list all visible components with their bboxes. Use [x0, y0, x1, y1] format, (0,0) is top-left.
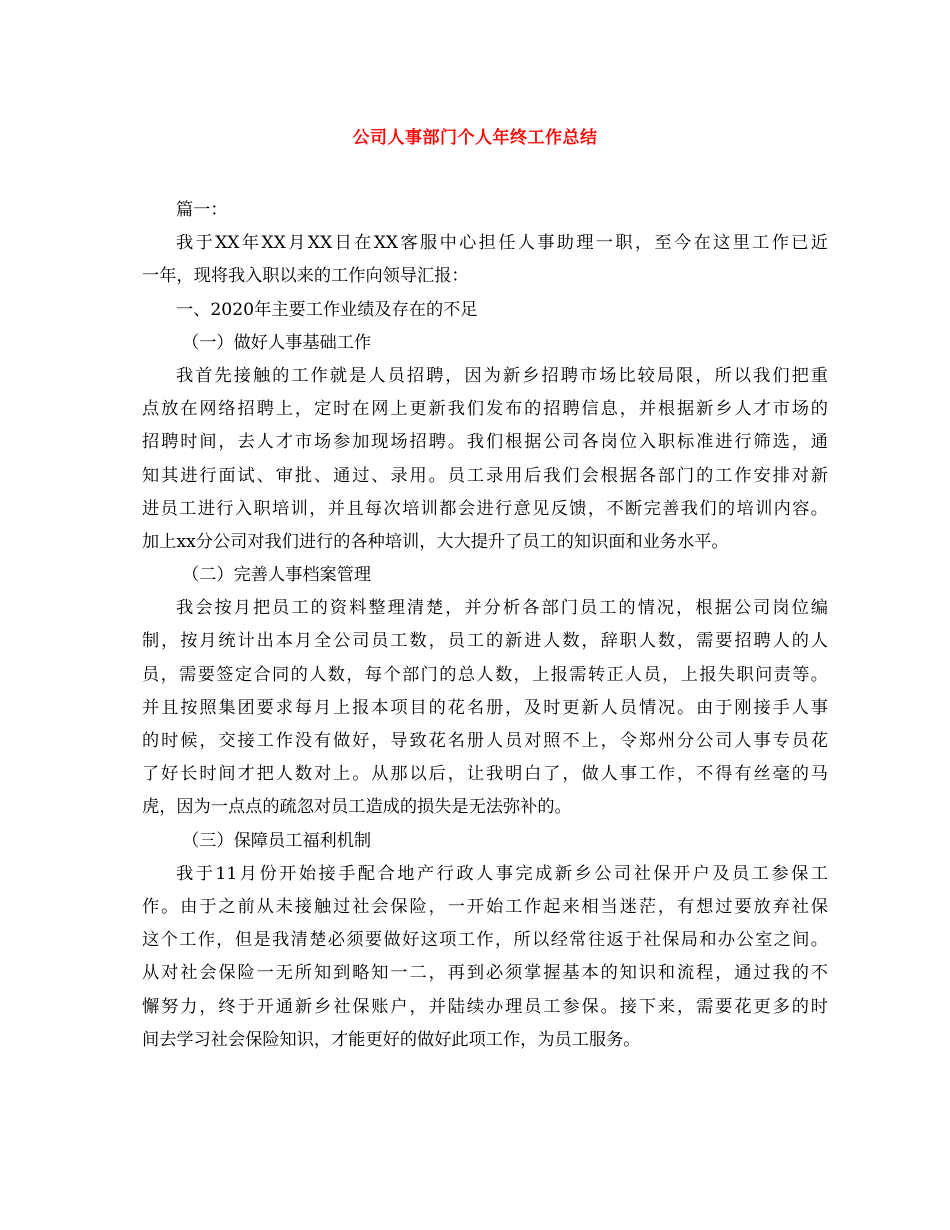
paragraph-line: 制，按月统计出本月全公司员工数，员工的新进人数，辞职人数，需要招聘人的人	[142, 631, 828, 652]
paragraph-line: 我会按月把员工的资料整理清楚，并分析各部门员工的情况，根据公司岗位编	[176, 598, 828, 619]
paragraph-line: 一年，现将我入职以来的工作向领导汇报：	[142, 266, 469, 287]
paragraph-line: 了好长时间才把人数对上。从那以后，让我明白了，做人事工作，不得有丝毫的马	[142, 764, 828, 785]
section-heading: 一、2020年主要工作业绩及存在的不足	[176, 299, 478, 320]
paragraph-line: 点放在网络招聘上，定时在网上更新我们发布的招聘信息，并根据新乡人才市场的	[142, 399, 828, 420]
subsection-heading: （三）保障员工福利机制	[182, 830, 372, 851]
document-body	[142, 194, 828, 1057]
paragraph-line: 懈努力，终于开通新乡社保账户，并陆续办理员工参保。接下来，需要花更多的时	[142, 996, 828, 1017]
paragraph-line: 间去学习社会保险知识，才能更好的做好此项工作，为员工服务。	[142, 1029, 641, 1050]
section-heading: 篇一：	[176, 200, 228, 220]
paragraph-line: 加上xx分公司对我们进行的各种培训，大大提升了员工的知识面和业务水平。	[142, 531, 729, 552]
paragraph-line: 我于XX年XX月XX日在XX客服中心担任人事助理一职，至今在这里工作已近	[176, 233, 828, 254]
paragraph-line: 进员工进行入职培训，并且每次培训都会进行意见反馈，不断完善我们的培训内容。	[142, 498, 828, 519]
paragraph-line: 虎，因为一点点的疏忽对员工造成的损失是无法弥补的。	[142, 797, 572, 818]
paragraph-line: 作。由于之前从未接触过社会保险，一开始工作起来相当迷茫，有想过要放弃社保	[142, 896, 828, 917]
paragraph-line: 从对社会保险一无所知到略知一二，再到必须掌握基本的知识和流程，通过我的不	[142, 963, 828, 984]
paragraph-line: 的时候，交接工作没有做好，导致花名册人员对照不上，令郑州分公司人事专员花	[142, 731, 828, 751]
paragraph-line: 这个工作，但是我清楚必须要做好这项工作，所以经常往返于社保局和办公室之间。	[142, 930, 828, 951]
paragraph-line: 招聘时间，去人才市场参加现场招聘。我们根据公司各岗位入职标准进行筛选，通	[142, 432, 828, 453]
paragraph-line: 我于11月份开始接手配合地产行政人事完成新乡公司社保开户及员工参保工	[176, 863, 828, 884]
document-title: 公司人事部门个人年终工作总结	[352, 128, 598, 148]
subsection-heading: （一）做好人事基础工作	[182, 332, 372, 353]
subsection-heading: （二）完善人事档案管理	[182, 565, 372, 586]
paragraph-line: 我首先接触的工作就是人员招聘，因为新乡招聘市场比较局限，所以我们把重	[176, 365, 828, 386]
paragraph-line: 知其进行面试、审批、通过、录用。员工录用后我们会根据各部门的工作安排对新	[142, 465, 828, 486]
paragraph-line: 员，需要签定合同的人数，每个部门的总人数，上报需转正人员，上报失职问责等。	[142, 664, 828, 685]
paragraph-line: 并且按照集团要求每月上报本项目的花名册，及时更新人员情况。由于刚接手人事	[142, 697, 828, 718]
